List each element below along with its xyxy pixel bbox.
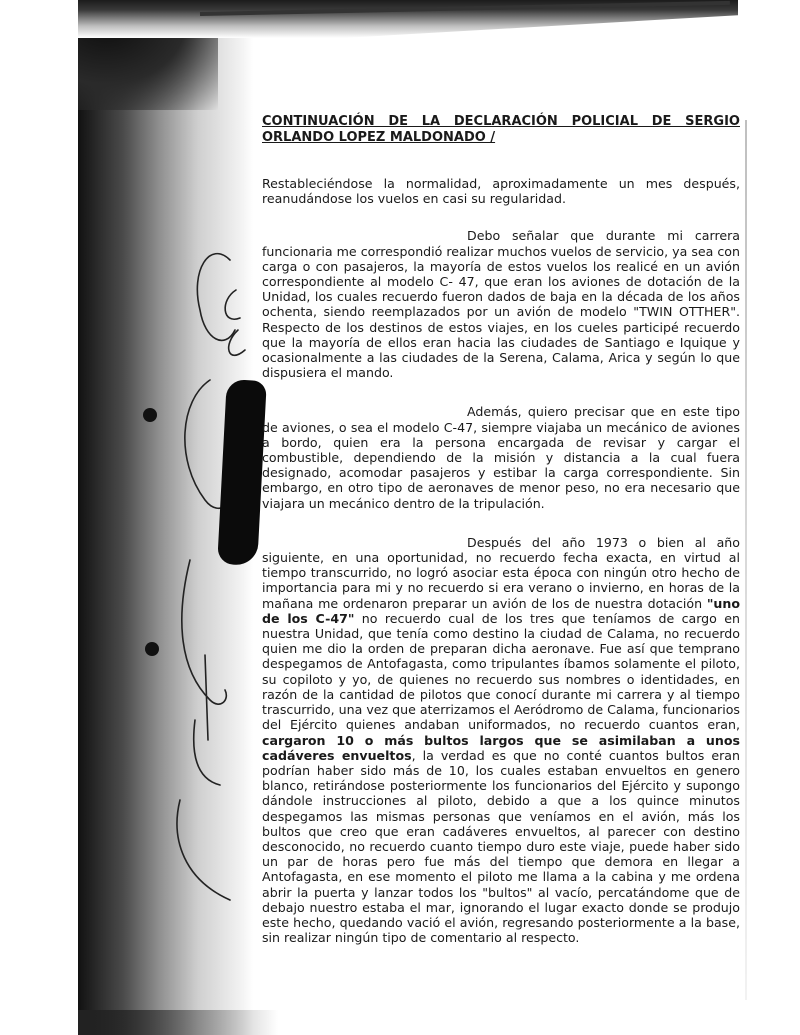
paragraph-2 bbox=[262, 228, 740, 380]
paragraph-4-bold-2: cargaron 10 o más bultos largos que se asimilaban a unos cadáveres envueltos bbox=[262, 732, 740, 763]
paragraph-2-text: Debo señalar que durante mi carrera funcionaria me correspondió realizar muchos vuelos de servicio, ya sea con carga o con pasajeros, la mayoría de estos vuelos los realicé en un avión correspondiente al modelo C- 47, que eran los aviones de dotación de la Unidad, los cuales recuerdo fueron dados de baja en la década de los años ochenta, siendo reemplazados por un avión de modelo "TWIN OTTHER". Respecto de los destinos de estos viajes, en los cueles participé recuerdo que la mayoría de ellos eran hacia las ciudades de Santiago e Iquique y ocasionalmente a las ciudades de la Serena, Calama, Arica y según lo que dispusiera el mando. bbox=[262, 228, 740, 381]
paragraph-4-text-c: , la verdad es que no conté cuantos bultos eran podrían haber sido más de 10, los cuales estaban envueltos en genero blanco, retirándose posteriormente los funcionarios del Ejército y supongo dándole instrucciones al piloto, debido a que a los quince minutos despegamos las mismas personas que veníamos en el avión, más los bultos que creo que eran cadáveres envueltos, al parecer con destino desconocido, no recuerdo cuanto tiempo duro este viaje, puede haber sido un par de horas pero fue más del tiempo que demora en llegar a Antofagasta, en ese momento el piloto me llama a la cabina y me ordena abrir la puerta y lanzar todos los "bultos" al vacío, percatándome que de debajo nuestro estaba el mar, ignorando el lugar exacto donde se produjo este hecho, quedando vació el avión, regresando posteriormente a la base, sin realizar ningún tipo de comentario al respecto. bbox=[262, 747, 740, 946]
page-title: CONTINUACIÓN DE LA DECLARACIÓN POLICIAL DE SERGIO ORLANDO LOPEZ MALDONADO / bbox=[262, 114, 740, 145]
paragraph-4-text-b: no recuerdo cual de los tres que teníamos de cargo en nuestra Unidad, que tenía como destino la ciudad de Calama, no recuerdo quien me dio la orden de preparan dicha aeronave. Fue así que temprano despegamos de Antofagasta, como tripulantes íbamos solamente el piloto, su copiloto y yo, de quienes no recuerdo sus nombres o identidades, en razón de la cantidad de pilotos que conocí durante mi carrera y al tiempo trascurrido, una vez que aterrizamos el Aeródromo de Calama, funcionarios del Ejército quienes andaban uniformados, no recuerdo cuantos eran, bbox=[262, 610, 740, 733]
document-body bbox=[262, 114, 740, 969]
paragraph-4-text-a: Después del año 1973 o bien al año siguiente, en una oportunidad, no recuerdo fecha exacta, en virtud al tiempo transcurrido, no logró asociar esta época con ningún otro hecho de importancia para mi y no recuerdo si era verano o invierno, en horas de la mañana me ordenaron preparar un avión de los de nuestra dotación bbox=[262, 534, 740, 611]
paragraph-3-text: Además, quiero precisar que en este tipo de aviones, o sea el modelo C-47, siempre viajaba un mecánico de aviones a bordo, quien era la persona encargada de revisar y cargar el combustible, dependiendo de la misión y distancia a la cual fuera designado, acomodar pasajeros y estibar la carga correspondiente. Sin embargo, en otro tipo de aeronaves de menor peso, no era necesario que viajara un mecánico dentro de la tripulación. bbox=[262, 404, 740, 511]
paragraph-4 bbox=[262, 535, 740, 945]
page-edge-shadow bbox=[745, 120, 747, 1000]
paragraph-4-bold-1: "uno de los C-47" bbox=[262, 595, 740, 626]
paragraph-3 bbox=[262, 404, 740, 510]
scan-bottom-streak bbox=[78, 1010, 278, 1035]
paragraph-1: Restableciéndose la normalidad, aproximadamente un mes después, reanudándose los vuelos en casi su regularidad. bbox=[262, 176, 740, 207]
